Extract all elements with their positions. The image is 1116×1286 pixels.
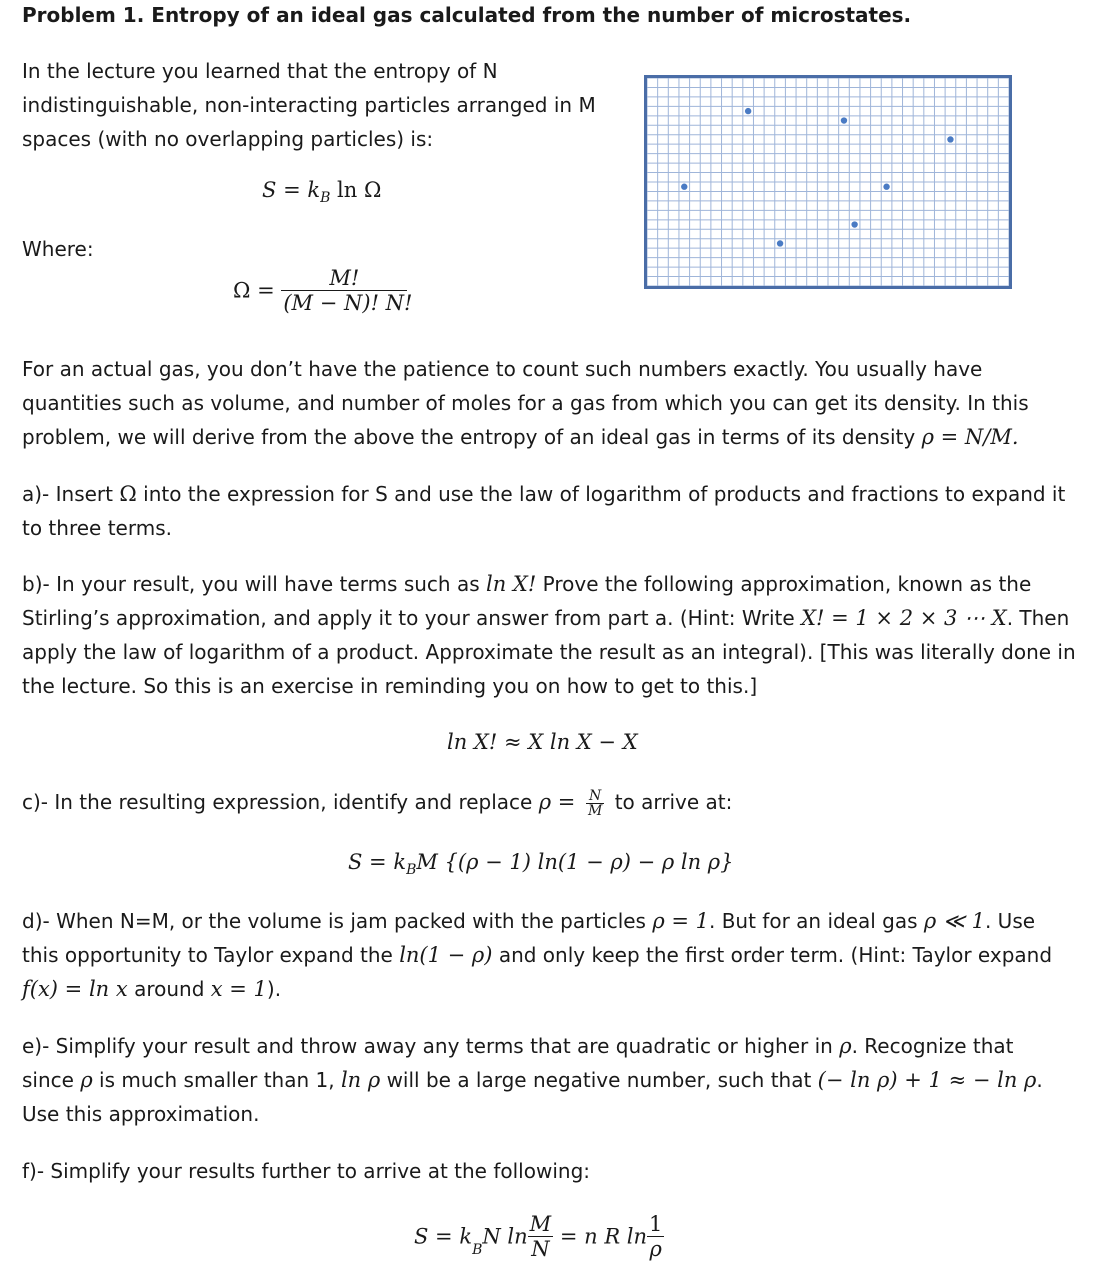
part-d-line-2: this opportunity to Taylor expand the ln(1 − ρ) and only keep the first order term. (Hint: Taylor expand xyxy=(22,943,1053,967)
omega-fraction: $\frac{M!}{(M - N)! N!}$ xyxy=(283,266,413,315)
intro-line-2: indistinguishable, non-interacting particles arranged in M xyxy=(22,93,596,117)
where-label: Where: xyxy=(22,237,94,261)
n-over-m-fraction: $\frac{N}{M}$ xyxy=(588,788,603,819)
particle-dot xyxy=(851,221,857,227)
intro-line-3: spaces (with no overlapping particles) is: xyxy=(22,127,434,151)
one-over-rho-fraction: $\frac{1}{\rho}$ xyxy=(649,1212,663,1261)
part-c: c)- In the resulting expression, identify and replace ρ = $\frac{N}{M}$ to arrive at: xyxy=(22,788,733,819)
problem-title: Problem 1. Entropy of an ideal gas calculated from the number of microstates. xyxy=(22,3,912,27)
final-entropy-equation: $S = k_BN$ ln $\frac{M}{N}$ = n R ln $\frac{1}{\rho}$ xyxy=(414,1212,663,1261)
particle-dot xyxy=(947,136,953,142)
particle-dot xyxy=(681,184,687,190)
actual-gas-paragraph xyxy=(22,352,1097,454)
m-over-n-fraction: $\frac{M}{N}$ xyxy=(529,1212,552,1261)
omega-equation: Ω = $\frac{M!}{(M - N)! N!}$ xyxy=(233,266,413,315)
part-e-line-2: since ρ is much smaller than 1, ln ρ will be a large negative number, such that (− ln ρ) + 1 ≈ − ln ρ. xyxy=(22,1068,1043,1092)
part-d xyxy=(22,904,1097,1006)
part-b xyxy=(22,567,1097,703)
part-a-line-2: to three terms. xyxy=(22,516,172,540)
actual-gas-line-1: For an actual gas, you don’t have the patience to count such numbers exactly. You usually have xyxy=(22,357,983,381)
part-b-line-3: apply the law of logarithm of a product. Approximate the result as an integral). [This was literally done in xyxy=(22,640,1076,664)
lattice-grid-figure xyxy=(644,75,1012,289)
particle-dot xyxy=(745,108,751,114)
part-d-line-1: d)- When N=M, or the volume is jam packed with the particles ρ = 1. But for an ideal gas ρ ≪ 1. Use xyxy=(22,909,1036,933)
entropy-density-equation: $S = k_BM$ {(ρ − 1) ln(1 − ρ) − ρ ln ρ} xyxy=(348,850,734,879)
intro-paragraph xyxy=(22,54,622,156)
particle-dot xyxy=(777,240,783,246)
stirling-equation: ln X! ≈ X ln X − X xyxy=(447,730,638,754)
part-b-line-4: the lecture. So this is an exercise in reminding you on how to get to this.] xyxy=(22,674,758,698)
actual-gas-line-3: problem, we will derive from the above the entropy of an ideal gas in terms of its density ρ = N/M. xyxy=(22,425,1019,449)
part-e-line-3: Use this approximation. xyxy=(22,1102,260,1126)
entropy-equation: $S = k_B$ ln Ω xyxy=(262,178,382,207)
part-b-line-2: Stirling’s approximation, and apply it to your answer from part a. (Hint: Write X! = 1 × 2 × 3 ⋯ X. Then xyxy=(22,606,1070,630)
part-e xyxy=(22,1029,1097,1131)
intro-line-1: In the lecture you learned that the entropy of N xyxy=(22,59,498,83)
part-b-line-1: b)- In your result, you will have terms such as ln X! Prove the following approximation, known as the xyxy=(22,572,1032,596)
part-a-line-1: a)- Insert Ω into the expression for S and use the law of logarithm of products and fractions to expand it xyxy=(22,482,1066,506)
particle-dot xyxy=(883,184,889,190)
actual-gas-line-2: quantities such as volume, and number of moles for a gas from which you can get its density. In this xyxy=(22,391,1029,415)
particle-dot xyxy=(841,117,847,123)
part-e-line-1: e)- Simplify your result and throw away any terms that are quadratic or higher in ρ. Recognize that xyxy=(22,1034,1014,1058)
density-definition: ρ = N/M. xyxy=(921,425,1019,449)
part-f: f)- Simplify your results further to arrive at the following: xyxy=(22,1159,590,1183)
part-a xyxy=(22,477,1097,545)
part-d-line-3: f(x) = ln x around x = 1). xyxy=(22,977,282,1001)
